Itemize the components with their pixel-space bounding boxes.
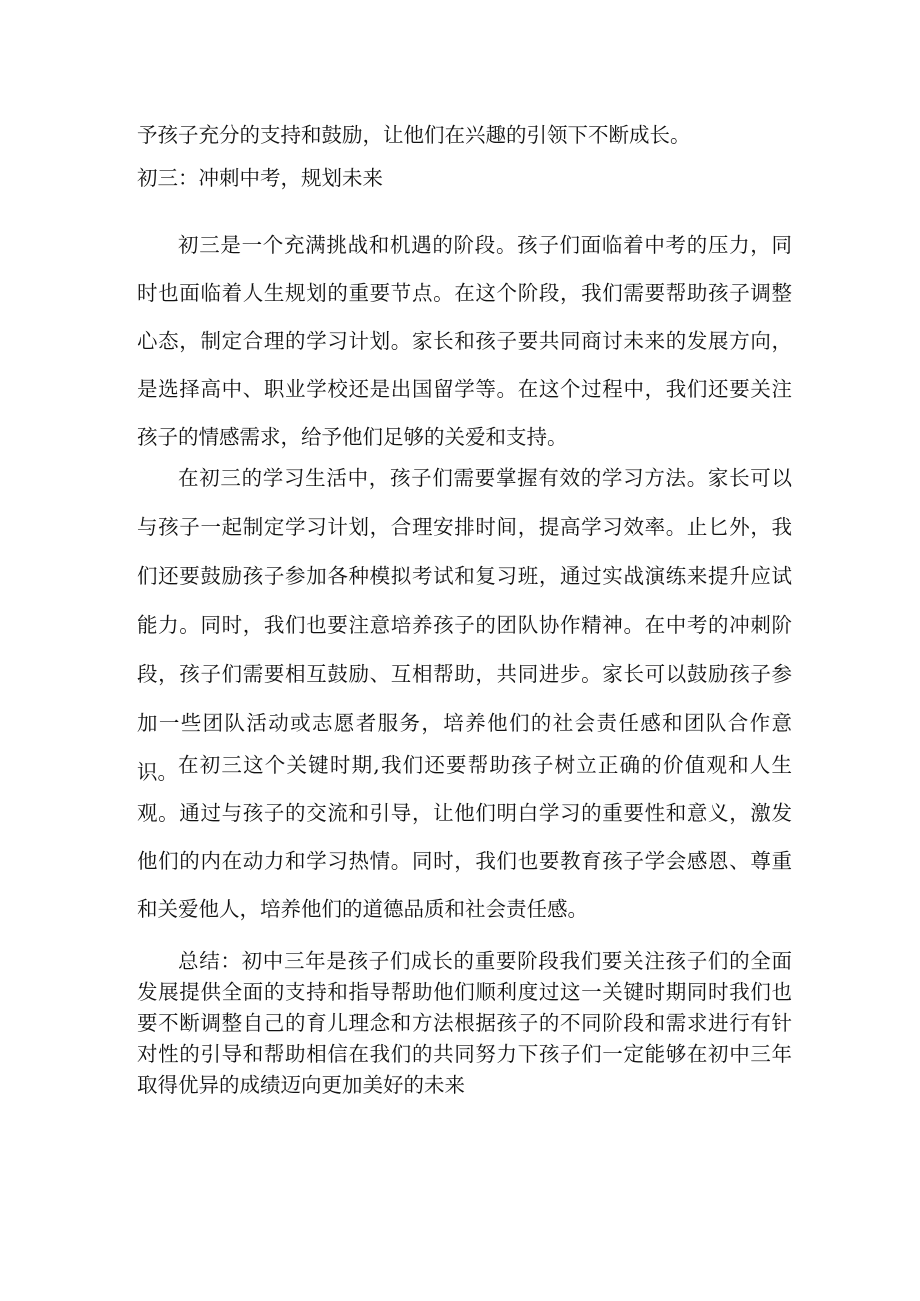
section-heading: 初三：冲刺中考，规划未来 <box>137 166 383 190</box>
continuation-paragraph: 予孩子充分的支持和鼓励，让他们在兴趣的引领下不断成长。 <box>137 123 691 147</box>
body-paragraph-3: 在初三这个关键时期,我们还要帮助孩子树立正确的价值观和人生观。通过与孩子的交流和引导，让他们明白学习的重要性和意义，激发他们的内在动力和学习热情。同时，我们也要教育孩子学会感恩、尊重和关爱他人，培养他们的道德品质和社会责任感。 <box>137 753 792 921</box>
body-paragraph-2: 在初三的学习生活中，孩子们需要掌握有效的学习方法。家长可以与孩子一起制定学习计划，合理安排时间，提高学习效率。止匕外，我们还要鼓励孩子参加各种模拟考试和复习班，通过实战演练来提升应试能力。同时，我们也要注意培养孩子的团队协作精神。在中考的冲刺阶段，孩子们需要相互鼓励、互相帮助，共同进步。家长可以鼓励孩子参加一些团队活动或志愿者服务，培养他们的社会责任感和团队合作意识。 <box>137 466 792 784</box>
summary-paragraph: 总结：初中三年是孩子们成长的重要阶段我们要关注孩子们的全面发展提供全面的支持和指导帮助他们顺利度过这一关键时期同时我们也要不断调整自己的育儿理念和方法根据孩子的不同阶段和需求进行有针对性的引导和帮助相信在我们的共同努力下孩子们一定能够在初中三年取得优异的成绩迈向更加美好的未来 <box>137 949 792 1097</box>
body-paragraph-1: 初三是一个充满挑战和机遇的阶段。孩子们面临着中考的压力，同时也面临着人生规划的重要节点。在这个阶段，我们需要帮助孩子调整心态，制定合理的学习计划。家长和孩子要共同商讨未来的发展方向，是选择高中、职业学校还是出国留学等。在这个过程中，我们还要关注孩子的情感需求，给予他们足够的关爱和支持。 <box>137 233 792 449</box>
